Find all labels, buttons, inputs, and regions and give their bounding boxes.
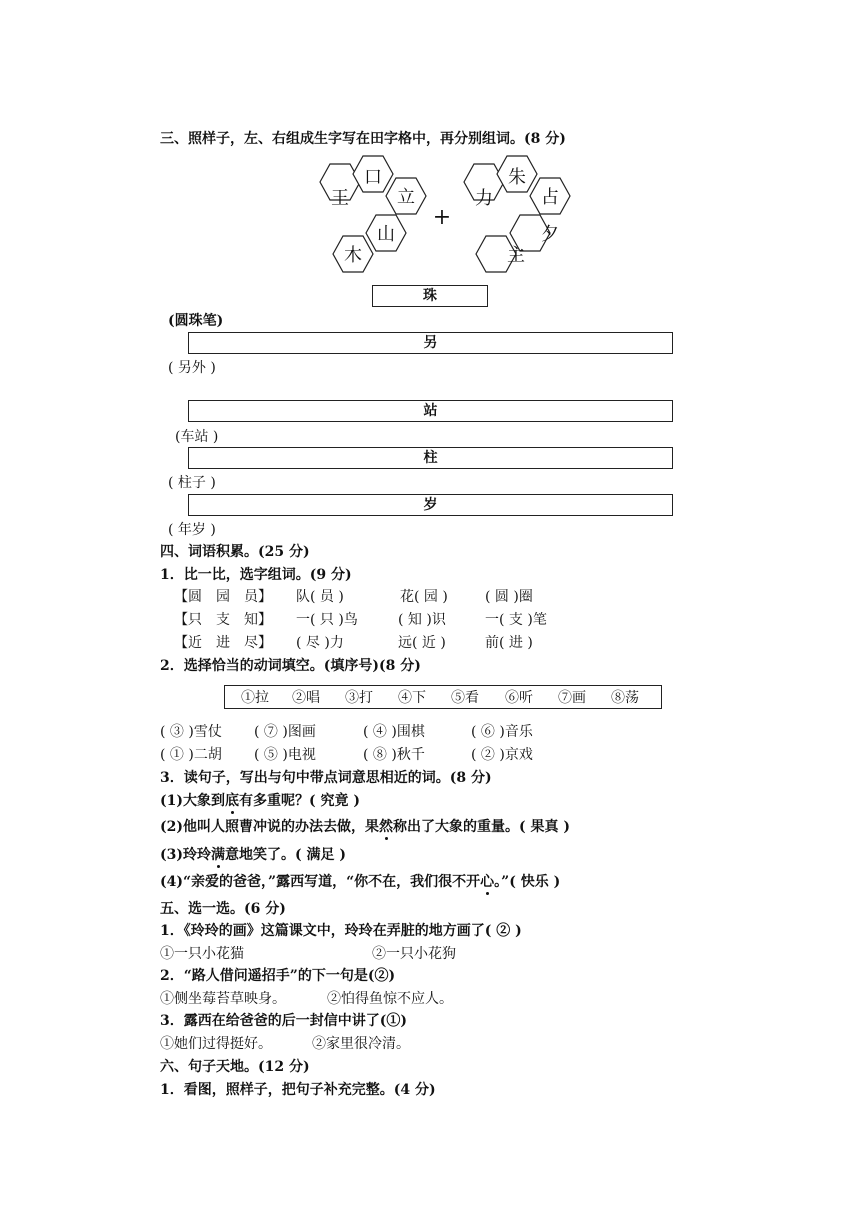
option-b: ②怕得鱼惊不应人。	[327, 991, 453, 1007]
word-answer: 前( 进 )	[485, 635, 533, 651]
verb-answer: ( ① )二胡	[160, 747, 222, 763]
verb-option: ⑧荡	[611, 690, 639, 706]
word-answer: ( 知 )识	[398, 612, 446, 628]
verb-option: ⑤看	[451, 690, 479, 706]
verb-option: ⑦画	[558, 690, 586, 706]
section-4-title: 四、词语积累。(25 分)	[160, 544, 310, 560]
option-b: ②家里很冷清。	[312, 1036, 410, 1052]
verb-answer: ( ⑦ )图画	[254, 724, 316, 740]
verb-answer: ( ⑥ )音乐	[471, 724, 533, 740]
hex-right-char: 夕	[541, 224, 559, 245]
verb-answer: ( ③ )雪仗	[160, 724, 222, 740]
answer-box-1: 珠	[372, 285, 488, 307]
hex-right-char: 占	[541, 187, 559, 208]
hex-left-char: 木	[344, 245, 362, 266]
answer-box-2: 另	[188, 332, 673, 354]
option-a: ①她们过得挺好。	[160, 1036, 272, 1052]
word-answer: ( 圆 )圈	[485, 589, 533, 605]
sentence-3: (3)玲玲满意地笑了。( 满足 )	[160, 847, 346, 863]
hex-right-char: 力	[475, 188, 493, 209]
hex-left-char: 王	[331, 188, 349, 209]
plus-sign: +	[432, 205, 452, 230]
verb-option: ①拉	[241, 690, 269, 706]
verb-option: ⑥听	[505, 690, 533, 706]
q4-1-title: 1．比一比，选字组词。(9 分)	[160, 567, 352, 583]
section-5-title: 五、选一选。(6 分)	[160, 901, 286, 917]
section-6-title: 六、句子天地。(12 分)	[160, 1059, 310, 1075]
section-3-title: 三、照样子，左、右组成生字写在田字格中，再分别组词。(8 分)	[160, 131, 566, 147]
sentence-4: (4)“亲爱的爸爸，”露西写道，“你不在，我们很不开心。”( 快乐 )	[160, 874, 561, 890]
char-group: 【近 进 尽】	[174, 635, 272, 651]
q5-3: 3．露西在给爸爸的后一封信中讲了(①)	[160, 1013, 407, 1029]
q4-2-title: 2．选择恰当的动词填空。(填序号)(8 分)	[160, 658, 421, 674]
hexagon-puzzle	[300, 150, 600, 280]
verb-answer: ( ⑧ )秋千	[363, 747, 425, 763]
q5-1: 1．《玲玲的画》这篇课文中，玲玲在弄脏的地方画了( ② )	[160, 923, 522, 939]
verb-option: ②唱	[292, 690, 320, 706]
answer-box-4: 柱	[188, 447, 673, 469]
option-a: ①侧坐莓苔草映身。	[160, 991, 286, 1007]
word-answer: 队( 员 )	[296, 589, 344, 605]
verb-answer: ( ④ )围棋	[363, 724, 425, 740]
verb-option: ③打	[345, 690, 373, 706]
answer-box-5: 岁	[188, 494, 673, 516]
hex-right-char: 朱	[508, 167, 526, 188]
word-answer: 花( 园 )	[400, 589, 448, 605]
verb-option: ④下	[398, 690, 426, 706]
verb-options-box	[224, 685, 662, 709]
q5-2: 2．“路人借问遥招手”的下一句是(②)	[160, 968, 396, 984]
verb-answer: ( ② )京戏	[471, 747, 533, 763]
sentence-2: (2)他叫人照曹冲说的办法去做，果然称出了大象的重量。( 果真 )	[160, 819, 570, 835]
option-b: ②一只小花狗	[372, 946, 456, 962]
verb-answer: ( ⑤ )电视	[254, 747, 316, 763]
char-group: 【圆 园 员】	[174, 589, 272, 605]
q6-1: 1．看图，照样子，把句子补充完整。(4 分)	[160, 1082, 436, 1098]
hex-left-char: 立	[397, 187, 415, 208]
answer-word-4: ( 柱子 )	[168, 475, 216, 491]
answer-word-1: (圆珠笔)	[168, 313, 224, 329]
sentence-1: (1)大象到底有多重呢？( 究竟 )	[160, 793, 360, 809]
q4-3-title: 3．读句子，写出与句中带点词意思相近的词。(8 分)	[160, 770, 492, 786]
word-answer: 一( 只 )鸟	[296, 612, 358, 628]
word-answer: 远( 近 )	[398, 635, 446, 651]
answer-word-5: ( 年岁 )	[168, 522, 216, 538]
word-answer: ( 尽 )力	[296, 635, 344, 651]
answer-word-2: ( 另外 )	[168, 360, 216, 376]
hex-left-char: 口	[364, 167, 382, 188]
word-answer: 一( 支 )笔	[485, 612, 547, 628]
hex-right-char: 主	[507, 245, 525, 266]
char-group: 【只 支 知】	[174, 612, 272, 628]
answer-word-3: (车站 )	[175, 429, 219, 445]
option-a: ①一只小花猫	[160, 946, 244, 962]
hex-left-char: 山	[377, 224, 395, 245]
answer-box-3: 站	[188, 400, 673, 422]
